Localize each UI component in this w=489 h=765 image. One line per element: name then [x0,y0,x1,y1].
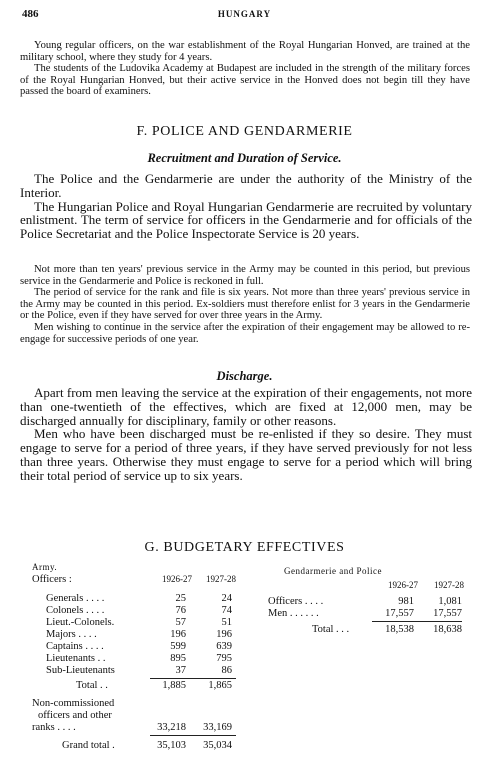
table-row [32,653,242,665]
value-1926-27: 25 [175,593,186,604]
table-row [32,629,242,641]
row-label: Sub-Lieutenants [46,665,115,676]
total-row [32,680,242,692]
value-1927-28: 196 [216,629,232,640]
gendarmerie-table [268,566,473,646]
page-header [22,8,467,22]
gendarmerie-header-row [268,580,473,592]
row-label: Total . . . [312,624,350,635]
value-1927-28: 639 [216,641,232,652]
table-row [32,641,242,653]
nco-label-line: officers and other [38,710,112,721]
value-1926-27: 895 [170,653,186,664]
value-1926-27: 1,885 [162,680,186,691]
running-title: HUNGARY [217,9,272,19]
army-table [32,562,242,762]
table-row [32,605,242,617]
value-1927-28: 17,557 [433,608,462,619]
row-label: Men . . . . . . [268,608,319,619]
value-1926-27: 18,538 [385,624,414,635]
value-1926-27: 35,103 [157,740,186,751]
row-label: Colonels . . . . [46,605,105,616]
sum-rule [150,678,236,679]
value-1926-27: 981 [398,596,414,607]
value-1927-28: 86 [221,665,232,676]
note-paragraph: Men wishing to continue in the service after the expiration of their engagement may be allowed to re-engage for successive periods of one year. [20,321,470,345]
row-label: Captains . . . . [46,641,104,652]
value-1927-28: 74 [221,605,232,616]
body-paragraph: The Police and the Gendarmerie are under the authority of the Ministry of the Interior. [20,171,472,200]
table-row [32,593,242,605]
year-header: 1926-27 [162,574,192,584]
value-1927-28: 1,865 [208,680,232,691]
value-1926-27: 17,557 [385,608,414,619]
intro-paragraph: Young regular officers, on the war establishment of the Royal Hungarian Honved, are trained at the military school, where they study for 4 years. [20,40,470,63]
value-1926-27: 57 [175,617,186,628]
section-g-title: G. BUDGETARY EFFECTIVES [144,540,345,555]
discharge-heading: Discharge. [216,369,273,383]
value-1926-27: 76 [175,605,186,616]
note-paragraph: The period of service for the rank and file is six years. Not more than three years' previous service in the Army may be counted in this period. Ex-soldiers must therefore enlist for 3 years in the Gendarmerie or the Police, even if they have served for over three years in the Army. [20,287,470,322]
note-paragraph: Not more than ten years' previous service in the Army may be counted in this period, but previous service in the Gendarmerie and Police is reckoned in full. [20,264,470,287]
body-paragraph: The Hungarian Police and Royal Hungarian Gendarmerie are recruited by voluntary enlistment. The term of service for officers in the Gendarmerie and for officials of the Police Secretariat and the Police Inspectorate Service is 20 years. [20,198,472,242]
officers-label: Officers : [32,574,72,585]
nco-label-line: Non-commissioned [32,698,115,709]
sum-rule [372,621,462,622]
year-header: 1926-27 [388,580,418,590]
total-row [268,624,473,636]
discharge-body [20,386,472,483]
row-label: Total . . [76,680,108,691]
row-label: Lieutenants . . [46,653,106,664]
value-1926-27: 33,218 [157,722,186,733]
value-1927-28: 795 [216,653,232,664]
table-row [32,665,242,677]
row-label: ranks . . . . [32,722,76,733]
value-1927-28: 1,081 [438,596,462,607]
value-1926-27: 37 [175,665,186,676]
army-caption: Army. [32,562,58,572]
section-f-subtitle: Recruitment and Duration of Service. [147,151,342,165]
intro-text [20,40,470,98]
body-paragraph: Men who have been discharged must be re-enlisted if they so desire. They must engage to serve for a period of three years, if they have served previously for not less than three years. Otherwise they must engage to serve for a period which will bring their total period of service up to six years. [20,426,472,483]
army-header-row [32,574,242,586]
value-1927-28: 35,034 [203,740,232,751]
year-header: 1927-28 [206,574,236,584]
row-label: Generals . . . . [46,593,105,604]
value-1927-28: 24 [221,593,232,604]
value-1926-27: 196 [170,629,186,640]
row-label: Majors . . . . [46,629,97,640]
row-label: Grand total . [62,740,115,751]
body-paragraph: Apart from men leaving the service at the expiration of their engagements, not more than one-twentieth of the effectives, which are fixed at 12,000 men, may be discharged annually for disciplinary, family or other reasons. [20,385,472,428]
row-label: Lieut.-Colonels. [46,617,115,628]
value-1927-28: 51 [221,617,232,628]
intro-paragraph: The students of the Ludovika Academy at Budapest are included in the strength of the military forces of the Royal Hungarian Honved, but their active service in the Honved does not begin till they have passed the board of examiners. [20,63,470,98]
gendarmerie-caption: Gendarmerie and Police [284,566,382,576]
year-header: 1927-28 [434,580,464,590]
section-f-title: F. POLICE AND GENDARMERIE [136,124,353,139]
value-1927-28: 33,169 [203,722,232,733]
grand-total-row [32,740,242,752]
table-row [268,608,473,620]
nco-row [32,722,242,734]
sum-rule [150,735,236,736]
section-f-notes [20,264,470,345]
page-number: 486 [22,8,39,20]
section-f-body [20,172,472,241]
row-label: Officers . . . . [268,596,324,607]
value-1927-28: 18,638 [433,624,462,635]
value-1926-27: 599 [170,641,186,652]
table-row [32,617,242,629]
table-row [268,596,473,608]
